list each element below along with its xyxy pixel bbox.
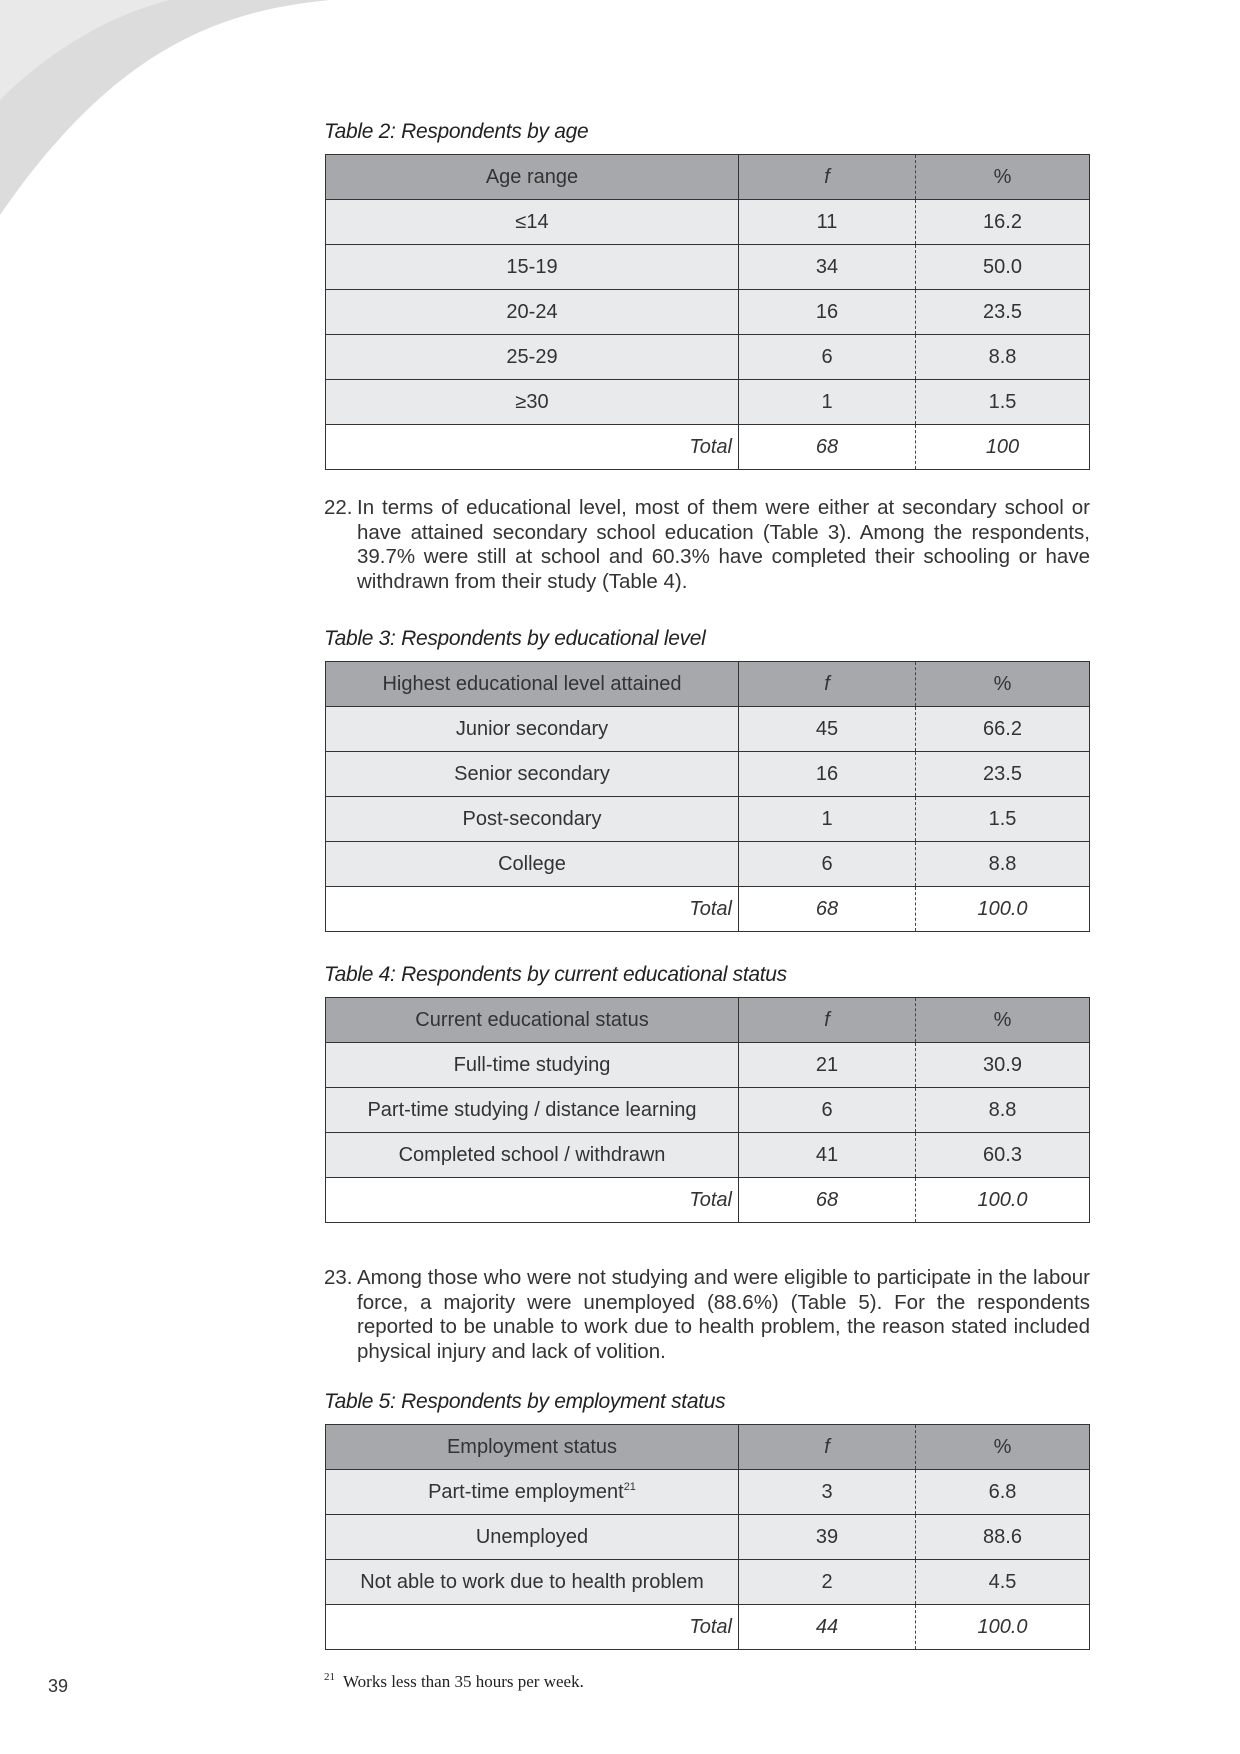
column-header: f <box>739 1425 916 1470</box>
total-f: 44 <box>739 1605 916 1650</box>
table-row <box>326 1133 1090 1178</box>
column-header: f <box>739 662 916 707</box>
cell-text: Part-time employment <box>428 1480 624 1503</box>
total-f: 68 <box>739 425 916 470</box>
footnote <box>324 1671 584 1692</box>
total-percent: 100 <box>916 425 1090 470</box>
table-cell: 6.8 <box>916 1470 1090 1515</box>
total-percent: 100.0 <box>916 1178 1090 1223</box>
table-cell: 15-19 <box>326 245 739 290</box>
table-row <box>326 335 1090 380</box>
column-header: Employment status <box>326 1425 739 1470</box>
table-header-row <box>326 662 1090 707</box>
table-cell: Part-time studying / distance learning <box>326 1088 739 1133</box>
table-cell: 34 <box>739 245 916 290</box>
table-cell: 23.5 <box>916 752 1090 797</box>
paragraph-text: Among those who were not studying and were eligible to participate in the labour force, a majority were unemployed (88.6%) (Table 5). For the respondents reported to be unable to work due to health problem, the reason stated included physical injury and lack of volition. <box>357 1266 1090 1363</box>
table-4-caption: Table 4: Respondents by current educational status <box>324 963 787 986</box>
footnote-mark: 21 <box>324 1671 335 1683</box>
table-4-respondents-by-current-educational-status <box>325 997 1090 1223</box>
paragraph-23 <box>324 1266 1090 1364</box>
column-header: f <box>739 998 916 1043</box>
table-cell: 30.9 <box>916 1043 1090 1088</box>
total-f: 68 <box>739 887 916 932</box>
paragraph-22 <box>324 496 1090 594</box>
table-row <box>326 1043 1090 1088</box>
footnote-reference: 21 <box>623 1480 636 1493</box>
table-cell: Unemployed <box>326 1515 739 1560</box>
table-header-row <box>326 155 1090 200</box>
column-header: % <box>916 662 1090 707</box>
table-row <box>326 842 1090 887</box>
total-f: 68 <box>739 1178 916 1223</box>
table-cell: 41 <box>739 1133 916 1178</box>
total-label: Total <box>326 1605 739 1650</box>
column-header: f <box>739 155 916 200</box>
paragraph-text: In terms of educational level, most of them were either at secondary school or have attained secondary school education (Table 3). Among the respondents, 39.7% were still at school and 60.3% have completed their schooling or have withdrawn from their study (Table 4). <box>357 496 1090 593</box>
table-total-row <box>326 887 1090 932</box>
table-cell: Not able to work due to health problem <box>326 1560 739 1605</box>
column-header: Highest educational level attained <box>326 662 739 707</box>
table-2-caption: Table 2: Respondents by age <box>324 120 589 143</box>
table-header-row <box>326 1425 1090 1470</box>
total-label: Total <box>326 887 739 932</box>
table-cell: Completed school / withdrawn <box>326 1133 739 1178</box>
table-row <box>326 380 1090 425</box>
column-header: Current educational status <box>326 998 739 1043</box>
table-cell: 16 <box>739 752 916 797</box>
table-cell: 23.5 <box>916 290 1090 335</box>
table-cell <box>326 1470 739 1515</box>
table-cell: 8.8 <box>916 1088 1090 1133</box>
paragraph-number: 22. <box>324 496 353 519</box>
table-cell: 39 <box>739 1515 916 1560</box>
table-cell: 4.5 <box>916 1560 1090 1605</box>
table-row <box>326 245 1090 290</box>
table-cell: 45 <box>739 707 916 752</box>
table-cell: 11 <box>739 200 916 245</box>
table-row <box>326 1515 1090 1560</box>
table-cell: 6 <box>739 842 916 887</box>
table-cell: 60.3 <box>916 1133 1090 1178</box>
column-header: Age range <box>326 155 739 200</box>
table-cell: 1 <box>739 797 916 842</box>
table-row <box>326 797 1090 842</box>
paragraph-number: 23. <box>324 1266 353 1289</box>
table-cell: 3 <box>739 1470 916 1515</box>
table-total-row <box>326 425 1090 470</box>
table-cell: Senior secondary <box>326 752 739 797</box>
table-5-respondents-by-employment-status <box>325 1424 1090 1650</box>
total-label: Total <box>326 425 739 470</box>
table-cell: Junior secondary <box>326 707 739 752</box>
table-cell: 21 <box>739 1043 916 1088</box>
table-3-respondents-by-educational-level <box>325 661 1090 932</box>
column-header: % <box>916 1425 1090 1470</box>
footnote-text: Works less than 35 hours per week. <box>343 1672 584 1691</box>
table-row <box>326 1560 1090 1605</box>
table-cell: 8.8 <box>916 335 1090 380</box>
column-header: % <box>916 155 1090 200</box>
table-row <box>326 707 1090 752</box>
table-cell: 88.6 <box>916 1515 1090 1560</box>
page-number: 39 <box>48 1676 69 1696</box>
corner-swoosh-decoration <box>0 0 330 230</box>
table-cell: 20-24 <box>326 290 739 335</box>
total-percent: 100.0 <box>916 887 1090 932</box>
table-cell: 25-29 <box>326 335 739 380</box>
table-cell: 16 <box>739 290 916 335</box>
table-row <box>326 200 1090 245</box>
table-cell: 66.2 <box>916 707 1090 752</box>
table-cell: Post-secondary <box>326 797 739 842</box>
table-total-row <box>326 1605 1090 1650</box>
table-cell: College <box>326 842 739 887</box>
table-cell: ≤14 <box>326 200 739 245</box>
table-total-row <box>326 1178 1090 1223</box>
table-cell: ≥30 <box>326 380 739 425</box>
table-row <box>326 1470 1090 1515</box>
table-3-caption: Table 3: Respondents by educational level <box>324 627 706 650</box>
table-cell: 6 <box>739 335 916 380</box>
table-header-row <box>326 998 1090 1043</box>
total-label: Total <box>326 1178 739 1223</box>
total-percent: 100.0 <box>916 1605 1090 1650</box>
table-row <box>326 752 1090 797</box>
table-cell: Full-time studying <box>326 1043 739 1088</box>
table-row <box>326 1088 1090 1133</box>
table-cell: 1.5 <box>916 380 1090 425</box>
table-cell: 1.5 <box>916 797 1090 842</box>
table-cell: 2 <box>739 1560 916 1605</box>
table-cell: 6 <box>739 1088 916 1133</box>
table-cell: 16.2 <box>916 200 1090 245</box>
column-header: % <box>916 998 1090 1043</box>
table-row <box>326 290 1090 335</box>
table-cell: 50.0 <box>916 245 1090 290</box>
table-cell: 8.8 <box>916 842 1090 887</box>
table-5-caption: Table 5: Respondents by employment status <box>324 1390 726 1413</box>
table-cell: 1 <box>739 380 916 425</box>
table-2-respondents-by-age <box>325 154 1090 470</box>
